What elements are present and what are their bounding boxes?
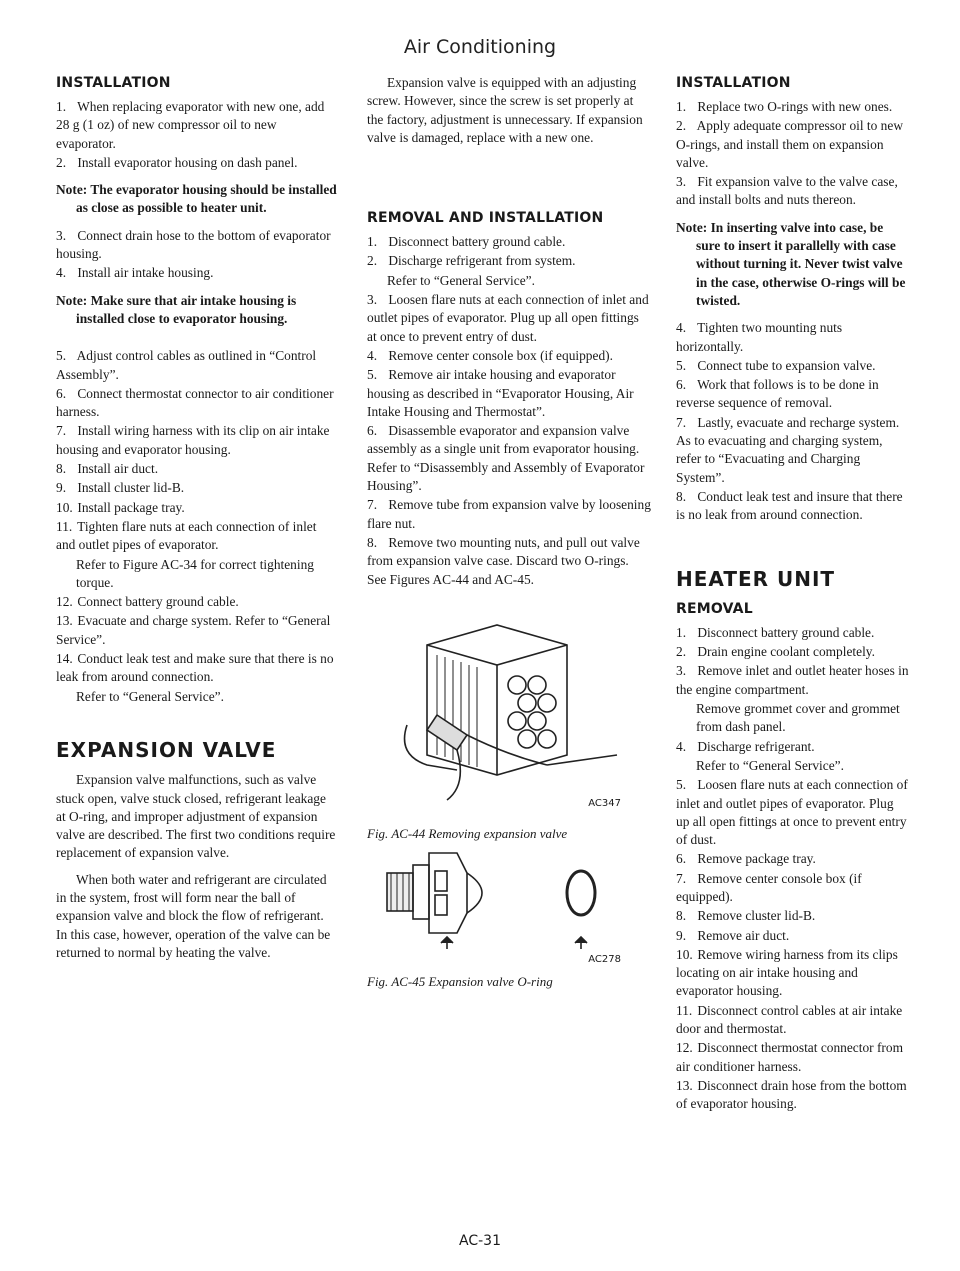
step-text: Apply adequate compressor oil to new O-rings, and install them on expansion valve. [676, 118, 903, 170]
figure-code: AC278 [588, 953, 621, 965]
step-number: 13. [676, 1077, 693, 1093]
note: Note: In inserting valve into case, be sure to insert it parallelly with case without turning it. Never twist valve in the case, otherwise O-rings will be twisted. [676, 219, 906, 308]
step-text: Remove center console box (if equipped). [676, 870, 862, 904]
step-item [676, 776, 910, 849]
step-number: 4. [56, 265, 67, 281]
step-list [367, 291, 651, 589]
page-number: AC-31 [459, 1233, 501, 1249]
step-item [676, 414, 910, 487]
paragraph: Expansion valve malfunctions, such as valve stuck open, valve stuck closed, refrigerant leakage at O-ring, and improper adjustment of expansion valve are described. The first two conditions require replacement of expansion valve. [56, 772, 336, 861]
step-text: Replace two O-rings with new ones. [697, 99, 893, 114]
step-number: 1. [676, 624, 687, 640]
step-item [676, 870, 910, 907]
step-item [56, 264, 338, 282]
step-number: 7. [676, 414, 687, 430]
step-item [367, 422, 651, 495]
step-text: Install evaporator housing on dash panel. [77, 154, 298, 170]
step-text: When replacing evaporator with new one, add 28 g (1 oz) of new compressor oil to new evaporator. [56, 99, 325, 151]
step-number: 3. [676, 174, 687, 190]
step-list [56, 593, 338, 686]
step-item [676, 357, 910, 375]
step-number: 7. [676, 870, 687, 886]
step-text: Work that follows is to be done in reverse sequence of removal. [676, 377, 879, 411]
expansion-valve-removal-illustration [367, 605, 651, 805]
step-text: Discharge refrigerant. [697, 738, 815, 754]
step-item [676, 946, 910, 1001]
step-number: 7. [367, 497, 378, 513]
step-text: Disconnect thermostat connector from air conditioner harness. [676, 1040, 903, 1074]
step-number: 11. [676, 1002, 693, 1018]
step-text: Loosen flare nuts at each connection of inlet and outlet pipes of evaporator. Plug up all open fittings at once to prevent entry of dust. [676, 777, 908, 848]
step-number: 1. [56, 99, 67, 114]
step-number: 6. [56, 385, 67, 401]
step-item [56, 593, 338, 611]
step-number: 1. [676, 99, 687, 114]
note: Note: The evaporator housing should be installed as close as possible to heater unit. [56, 182, 337, 216]
step-text: Disconnect battery ground cable. [697, 624, 875, 640]
step-number: 8. [676, 908, 687, 924]
step-text: Disconnect drain hose from the bottom of evaporator housing. [676, 1077, 907, 1112]
figure-ac-44 [367, 605, 651, 841]
step-item [367, 366, 651, 421]
step-number: 4. [367, 347, 378, 363]
step-number: 2. [367, 253, 378, 269]
step-sub-text: Refer to “General Service”. [387, 272, 535, 288]
step-number: 5. [367, 367, 378, 383]
step-number: 5. [676, 777, 687, 793]
step-list [676, 319, 910, 524]
page-title: Air Conditioning [403, 36, 557, 58]
step-item [367, 233, 651, 251]
step-number: 12. [56, 594, 73, 610]
step-list [56, 227, 338, 283]
paragraph: When both water and refrigerant are circulated in the system, frost will form near the ball of expansion valve and block the flow of refrigerant. In this case, however, operation of the valve can be returned to normal by heating the valve. [56, 871, 331, 960]
step-text: Fit expansion valve to the valve case, and install bolts and nuts thereon. [676, 174, 898, 208]
step-text: Install package tray. [77, 499, 185, 515]
step-item [367, 347, 651, 365]
step-number: 2. [56, 154, 67, 170]
expansion-valve-heading: EXPANSION VALVE [56, 737, 277, 762]
step-text: Connect drain hose to the bottom of evaporator housing. [56, 227, 331, 262]
removal-installation-heading: REMOVAL AND INSTALLATION [367, 210, 604, 227]
step-sub-text: Remove grommet cover and grommet from dash panel. [696, 701, 900, 735]
step-text: Conduct leak test and insure that there is no leak from around connection. [676, 488, 903, 523]
step-number: 3. [56, 227, 67, 243]
step-text: Remove center console box (if equipped). [388, 347, 613, 363]
step-text: Disassemble evaporator and expansion valve assembly as a single unit from evaporator housing. Refer to “Disassembly and Assembly of Evaporator Housing”. [367, 423, 645, 494]
step-sub-text: Refer to Figure AC-34 for correct tightening torque. [76, 556, 314, 590]
step-number: 5. [676, 357, 687, 373]
step-text: Tighten two mounting nuts horizontally. [676, 320, 843, 354]
step-item [367, 496, 651, 533]
step-number: 8. [56, 461, 67, 477]
step-text: Install cluster lid-B. [77, 480, 185, 496]
step-text: Remove package tray. [697, 851, 816, 867]
heater-unit-heading: HEATER UNIT [676, 566, 836, 591]
step-number: 8. [367, 534, 378, 550]
step-text: Connect thermostat connector to air conditioner harness. [56, 385, 334, 420]
column-2 [367, 74, 651, 989]
step-number: 4. [676, 320, 687, 336]
step-number: 7. [56, 423, 67, 439]
step-number: 6. [676, 377, 687, 393]
step-list [676, 776, 910, 1113]
step-list [56, 347, 338, 554]
figure-caption: Fig. AC-44 Removing expansion valve [367, 825, 568, 841]
step-item [56, 479, 338, 497]
step-item [676, 98, 910, 116]
step-item [56, 650, 338, 687]
step-list [367, 233, 651, 271]
step-item [56, 227, 338, 264]
step-text: Drain engine coolant completely. [697, 644, 875, 660]
step-item [676, 488, 910, 525]
step-item [676, 907, 910, 925]
step-item [676, 319, 910, 356]
step-item [367, 252, 651, 270]
step-item [56, 347, 338, 384]
step-item [56, 385, 338, 422]
step-text: Conduct leak test and make sure that there is no leak from around connection. [56, 651, 334, 685]
figure-ac-45 [367, 843, 651, 989]
step-item [676, 173, 910, 210]
step-text: Remove cluster lid-B. [697, 908, 816, 924]
step-text: Remove two mounting nuts, and pull out valve from expansion valve case. Discard two O-rings. See Figures AC-44 and AC-45. [367, 534, 640, 587]
step-number: 9. [56, 480, 67, 496]
figure-caption: Fig. AC-45 Expansion valve O-ring [367, 973, 553, 989]
step-text: Disconnect control cables at air intake door and thermostat. [676, 1002, 903, 1037]
step-number: 14. [56, 651, 73, 667]
step-list [676, 624, 910, 699]
step-number: 5. [56, 348, 67, 364]
step-text: Evacuate and charge system. Refer to “General Service”. [56, 613, 331, 647]
step-text: Remove air intake housing and evaporator housing as described in “Evaporator Housing, Air Intake Housing and Thermostat”. [367, 367, 634, 419]
step-item [676, 1077, 910, 1114]
step-item [676, 1002, 910, 1039]
step-number: 10. [56, 499, 73, 515]
step-text: Install air duct. [77, 461, 159, 477]
step-text: Remove tube from expansion valve by loosening flare nut. [367, 497, 651, 531]
removal-heading: REMOVAL [676, 600, 753, 617]
step-item [676, 624, 910, 642]
step-item [56, 422, 338, 459]
step-number: 2. [676, 118, 687, 134]
step-text: Disconnect battery ground cable. [388, 234, 566, 250]
step-text: Remove wiring harness from its clips locating on air intake housing and evaporator housing. [676, 946, 898, 999]
step-text: Tighten flare nuts at each connection of inlet and outlet pipes of evaporator. [56, 518, 317, 553]
step-number: 10. [676, 946, 693, 962]
step-item [676, 117, 910, 172]
step-list [676, 98, 910, 210]
step-item [676, 850, 910, 868]
step-sub-text: Refer to “General Service”. [696, 757, 844, 773]
step-text: Install air intake housing. [77, 265, 214, 281]
step-number: 8. [676, 488, 687, 504]
step-text: Install wiring harness with its clip on air intake housing and evaporator housing. [56, 423, 330, 457]
column-3 [676, 74, 910, 1115]
column-1 [56, 74, 338, 962]
step-number: 3. [676, 663, 687, 679]
step-text: Remove inlet and outlet heater hoses in the engine compartment. [676, 663, 909, 697]
step-item [676, 738, 910, 756]
step-sub-text: Refer to “General Service”. [76, 688, 224, 704]
installation-heading: INSTALLATION [676, 75, 791, 91]
step-item [56, 98, 338, 153]
step-item [367, 534, 651, 589]
step-item [676, 376, 910, 413]
step-number: 4. [676, 738, 687, 754]
step-item [56, 499, 338, 517]
installation-heading: INSTALLATION [56, 75, 171, 91]
step-number: 1. [367, 234, 378, 250]
step-number: 3. [367, 292, 378, 308]
step-text: Adjust control cables as outlined in “Control Assembly”. [56, 348, 317, 382]
step-item [56, 460, 338, 478]
note: Note: Make sure that air intake housing is installed close to evaporator housing. [56, 292, 297, 326]
paragraph: Expansion valve is equipped with an adjusting screw. However, since the screw is set properly at the factory, adjustment is unnecessary. If expansion valve is damaged, replace with a new one. [367, 75, 643, 145]
step-text: Discharge refrigerant from system. [388, 253, 576, 269]
step-list [56, 98, 338, 172]
step-list [676, 738, 910, 756]
step-item [56, 518, 338, 555]
step-text: Connect battery ground cable. [77, 594, 239, 610]
step-item [367, 291, 651, 346]
step-text: Lastly, evacuate and recharge system. As to evacuating and charging system, refer to “Evacuating and Charging System”. [676, 414, 900, 485]
step-text: Connect tube to expansion valve. [697, 357, 876, 373]
step-number: 6. [367, 423, 378, 439]
figure-code: AC347 [588, 797, 621, 809]
step-number: 9. [676, 927, 687, 943]
step-number: 13. [56, 613, 73, 629]
step-item [676, 927, 910, 945]
step-item [676, 662, 910, 699]
step-text: Remove air duct. [697, 927, 790, 943]
expansion-valve-o-ring-illustration [367, 843, 651, 953]
step-number: 6. [676, 851, 687, 867]
step-item [56, 154, 338, 172]
step-number: 2. [676, 644, 687, 660]
step-item [676, 643, 910, 661]
step-number: 11. [56, 518, 73, 534]
step-number: 12. [676, 1040, 693, 1056]
step-item [56, 612, 338, 649]
step-item [676, 1039, 910, 1076]
step-text: Loosen flare nuts at each connection of inlet and outlet pipes of evaporator. Plug up all open fittings at once to prevent entry of dust. [367, 292, 649, 344]
